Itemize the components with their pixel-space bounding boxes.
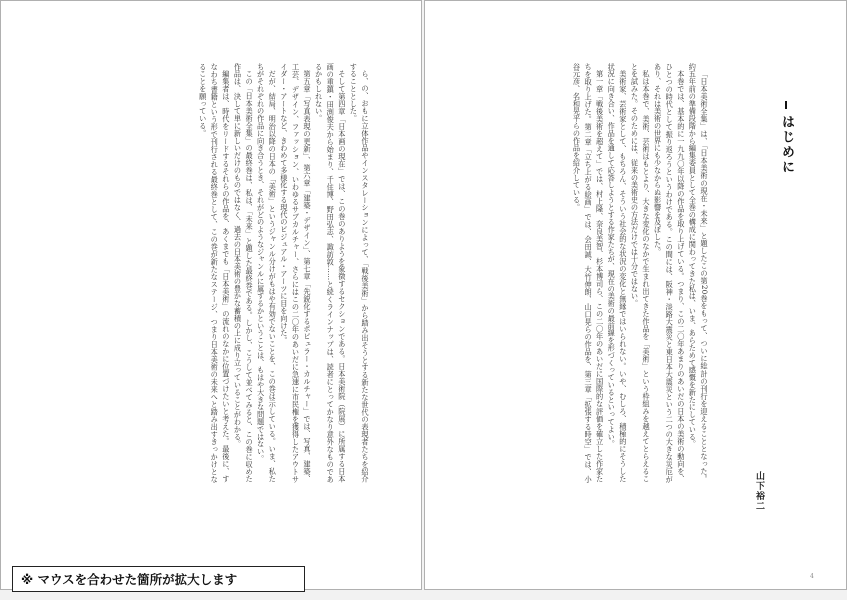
paragraph: 美術家、芸術家として、もちろん、そういう社会的な状況の変化と無縁ではいられない。いや、むしろ、積極的にそうした状況に向き合い、作品を通して応答しようとする作家たちが、現在の美術の最前線を形づくっているといってよい。 xyxy=(607,63,628,483)
paragraph: 私は本巻で、美術、芸術はもとより、大きな変化のなかで生まれ出てきた作品を「美術」という枠組みを越えてとらえることを試みた。そのためには、従来の美術史の方法だけでは十分ではない。 xyxy=(630,63,652,483)
paragraph: 第一章「戦後美術を超えて」では、村上隆、奈良美智、杉本博司ら、この二〇年のあいだに国際的な評価を確立した作家たちを取り上げた。第二章「立ち上がる絵画」では、会田誠、大竹伸朗、山口晃らの作品を、第三章「拡張する時空」では、小谷元彦、名和晃平らの作品を紹介している。 xyxy=(572,63,605,483)
paragraph: 本巻では、基本的に一九九〇年以降の作品を取り上げている。つまり、この二〇年あまりのあいだの日本の美術の動向を、ひとつの時代として振り返ろうというわけである。この間には、阪神・淡路大震災と東日本大震災という二つの大きな災厄があり、それは美術の世界にも少なからぬ影響を及ぼした。 xyxy=(653,63,686,483)
author-name: 山下裕二 xyxy=(754,471,764,511)
page-heading: はじめに xyxy=(778,109,796,181)
paragraph: 編集者は、時代をリードするそれらの作品を、あくまでも「日本美術」の流れのなかに位置づけたいと考えた。最後に、すなわち書籍という形で刊行される最終巻として、この巻が新たなステージ、つまり日本美術の未来へと踏み出すきっかけとなることを願っている。 xyxy=(198,63,231,483)
left-page[interactable] xyxy=(0,0,422,590)
right-page-text xyxy=(455,63,710,483)
paragraph: だが、結局、明治以降の日本の「美術」というジャンル分けがもはや有効でないことを、この巻は示している。いま、私たちがそれぞれの作品に向き合うとき、それがどのようなジャンルに属するかということは、もはや大きな問題ではない。 xyxy=(256,63,278,483)
paragraph: この「日本美術全集」の最終巻は、私は、「未来」と題した最終巻である。しかし、こうして並べてみると、この巻に収めた作品は、決して単に新しいだけのものではなく、過去の日本美術の豊かな蓄積の上に成り立っていることがわかる。 xyxy=(233,63,255,483)
left-page-text xyxy=(61,63,371,483)
paragraph: そして第四章「日本画の現在」では、この巻のありようを象徴するセクションである。日本美術院（院展）に所属する日本画の重鎮・田渕俊夫から始まり、千住博、野田弘志、諏訪敦……と続くラインナップは、読者にとってかなり意外なものであるかもしれない。 xyxy=(314,63,347,483)
paragraph: ら、の、おもに立体作品やインスタレーションによって、「戦後美術」から踏み出そうとする新たな世代の表現者たちを紹介することとした。 xyxy=(349,63,370,483)
paragraph: 「日本美術全集」は、「日本美術の現在・未来」と題したこの第20巻をもって、ついに総計の刊行を迎えることとなった。約五年前の準備段階から編集委員として全巻の構成に関わってきた私は、いま、あらためて感慨を新たにしている。 xyxy=(688,63,709,483)
paragraph: 第五章「写真表現の更新」、第六章「建築・デザイン」、第七章「先鋭化するポピュラー・カルチャー」では、写真、建築、工芸、デザイン、ファッション、いわゆるサブカルチャー、さらにはこの二〇年のあいだに急速に市民権を獲得したアウトサイダー・アートなど、きわめて多様化する現代のビジュアル・アーツに目を向けた。 xyxy=(279,63,313,483)
zoom-hint-caption: ※ マウスを合わせた箇所が拡大します xyxy=(12,566,305,592)
right-page[interactable] xyxy=(424,0,847,590)
page-number: 4 xyxy=(810,573,814,580)
